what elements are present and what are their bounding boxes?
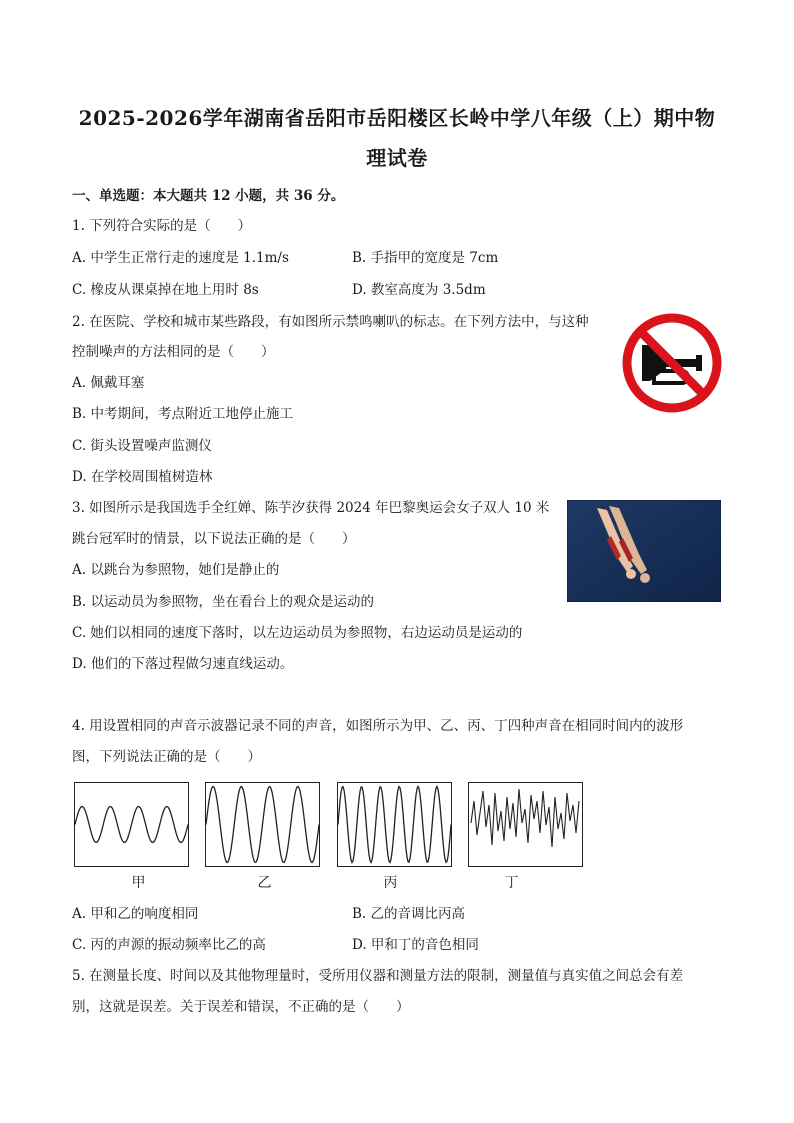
q4-stem-line1: 4. 用设置相同的声音示波器记录不同的声音，如图所示为甲、乙、丙、丁四种声音在相同时间内的波形: [72, 718, 684, 734]
q2-option-a: A. 佩戴耳塞: [72, 375, 145, 391]
exam-title-line2: 理试卷: [366, 146, 428, 170]
waveform-label-ding: 丁: [504, 875, 519, 891]
q1-option-d: D. 教室高度为 3.5dm: [352, 282, 486, 298]
q3-option-b: B. 以运动员为参照物，坐在看台上的观众是运动的: [72, 594, 375, 610]
divers-photo: [567, 500, 721, 602]
q1-option-a: A. 中学生正常行走的速度是 1.1m/s: [72, 250, 289, 266]
q3-option-c: C. 她们以相同的速度下落时，以左边运动员为参照物，右边运动员是运动的: [72, 625, 523, 641]
q5-stem-line2: 别，这就是误差。关于误差和错误，不正确的是（ ）: [72, 999, 410, 1015]
waveform-ding: [468, 782, 583, 867]
q2-stem-line1: 2. 在医院、学校和城市某些路段，有如图所示禁鸣喇叭的标志。在下列方法中，与这种: [72, 314, 589, 330]
no-horn-sign-icon: [620, 311, 724, 415]
waveform-yi: [205, 782, 320, 867]
q2-option-b: B. 中考期间，考点附近工地停止施工: [72, 406, 294, 422]
q2-option-d: D. 在学校周围植树造林: [72, 469, 213, 485]
q1-option-b: B. 手指甲的宽度是 7cm: [352, 250, 499, 266]
waveform-bing: [337, 782, 452, 867]
exam-title-line1: 2025-2026学年湖南省岳阳市岳阳楼区长岭中学八年级（上）期中物: [78, 106, 716, 130]
q3-stem-line1: 3. 如图所示是我国选手全红婵、陈芋汐获得 2024 年巴黎奥运会女子双人 10 米: [72, 500, 550, 516]
waveform-label-bing: 丙: [383, 875, 398, 891]
q4-option-a: A. 甲和乙的响度相同: [72, 906, 199, 922]
waveform-label-yi: 乙: [257, 875, 272, 891]
q2-stem-line2: 控制噪声的方法相同的是（ ）: [72, 344, 275, 360]
q3-option-a: A. 以跳台为参照物，她们是静止的: [72, 562, 280, 578]
q4-option-b: B. 乙的音调比丙高: [352, 906, 466, 922]
q4-option-c: C. 丙的声源的振动频率比乙的高: [72, 937, 266, 953]
q2-option-c: C. 街头设置噪声监测仪: [72, 438, 212, 454]
q1-stem: 1. 下列符合实际的是（ ）: [72, 218, 252, 234]
waveform-label-jia: 甲: [131, 875, 146, 891]
q4-option-d: D. 甲和丁的音色相同: [352, 937, 479, 953]
q3-option-d: D. 他们的下落过程做匀速直线运动。: [72, 656, 294, 672]
q4-stem-line2: 图，下列说法正确的是（ ）: [72, 749, 261, 765]
q1-option-c: C. 橡皮从课桌掉在地上用时 8s: [72, 282, 259, 298]
section-heading: 一、单选题：本大题共 12 小题，共 36 分。: [72, 188, 345, 204]
waveform-jia: [74, 782, 189, 867]
q3-stem-line2: 跳台冠军时的情景，以下说法正确的是（ ）: [72, 531, 356, 547]
q5-stem-line1: 5. 在测量长度、时间以及其他物理量时，受所用仪器和测量方法的限制，测量值与真实值之间总会有差: [72, 968, 684, 984]
